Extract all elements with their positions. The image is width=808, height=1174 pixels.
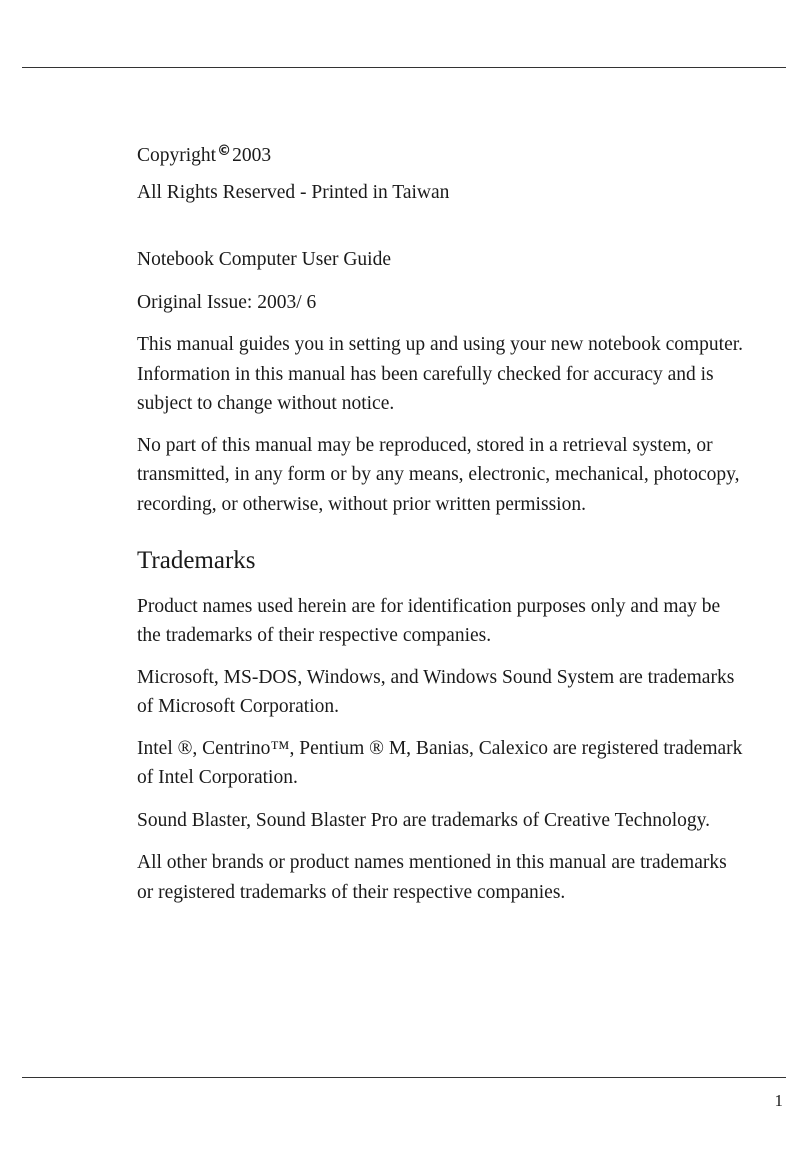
- paragraph-line: All other brands or product names mentioned in this manual are trademarks: [137, 852, 727, 873]
- copyright-line: [137, 137, 271, 170]
- trademarks-heading: Trademarks: [137, 547, 256, 574]
- paragraph-line: Information in this manual has been carefully checked for accuracy and is: [137, 364, 714, 385]
- rights-statement: All Rights Reserved - Printed in Taiwan: [137, 182, 450, 203]
- paragraph-line: subject to change without notice.: [137, 393, 395, 414]
- paragraph-line: Sound Blaster, Sound Blaster Pro are trademarks of Creative Technology.: [137, 810, 710, 831]
- paragraph-line: of Intel Corporation.: [137, 767, 298, 788]
- paragraph-line: of Microsoft Corporation.: [137, 696, 340, 717]
- paragraph-line: or registered trademarks of their respective companies.: [137, 882, 566, 903]
- top-divider: [22, 67, 786, 68]
- paragraph-line: This manual guides you in setting up and using your new notebook computer.: [137, 334, 744, 355]
- original-issue: Original Issue: 2003/ 6: [137, 292, 317, 313]
- paragraph-line: Microsoft, MS-DOS, Windows, and Windows Sound System are trademarks: [137, 667, 735, 688]
- copyright-year: 2003: [232, 145, 272, 166]
- bottom-divider: [22, 1077, 786, 1078]
- paragraph-line: recording, or otherwise, without prior written permission.: [137, 494, 586, 515]
- paragraph-line: the trademarks of their respective companies.: [137, 625, 492, 646]
- paragraph-line: No part of this manual may be reproduced, stored in a retrieval system, or: [137, 435, 713, 456]
- paragraph-line: Product names used herein are for identification purposes only and may be: [137, 596, 721, 617]
- copyright-label: Copyright: [137, 145, 217, 166]
- page-number: 1: [774, 1091, 783, 1110]
- document-title: Notebook Computer User Guide: [137, 249, 391, 270]
- copyright-symbol: ©: [217, 143, 232, 159]
- paragraph-line: transmitted, in any form or by any means, electronic, mechanical, photocopy,: [137, 464, 740, 485]
- paragraph-line: Intel ®, Centrino™, Pentium ® M, Banias, Calexico are registered trademark: [137, 738, 743, 759]
